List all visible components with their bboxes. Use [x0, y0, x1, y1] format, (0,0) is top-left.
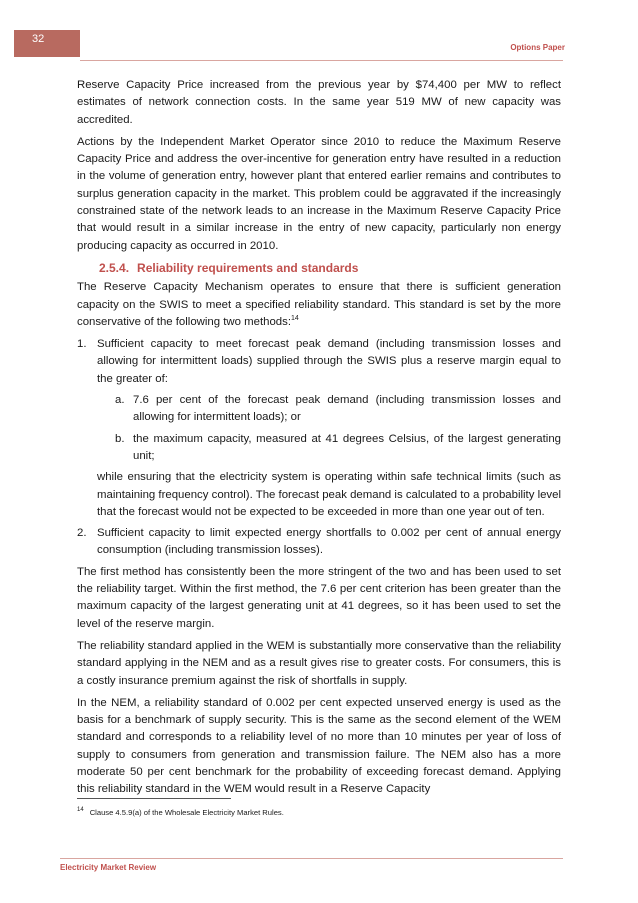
page-number: 32: [32, 33, 45, 45]
paragraph: In the NEM, a reliability standard of 0.002 per cent expected unserved energy is used as the basis for a benchmark of supply security. This is the same as the second element of the WEM standard and corresponds to a reliability level of no more than 10 minutes per year of loss of supply to consumers from generation and transmission failure. The NEM also has a more moderate 50 per cent benchmark for the probability of exceeding forecast demand. Applying this reliability standard in the WEM would result in a Reserve Capacity: [77, 696, 561, 796]
paragraph-text: The Reserve Capacity Mechanism operates to ensure that there is sufficient generation capacity on the SWIS to meet a specified reliability standard. This standard is set by the more conservative of the following two methods:: [77, 281, 561, 328]
footnote-reference: 14: [291, 315, 299, 323]
paragraph: Reserve Capacity Price increased from the previous year by $74,400 per MW to reflect estimates of network connection costs. In the same year 519 MW of new capacity was accredited.: [77, 79, 561, 126]
paragraph: [77, 279, 561, 331]
list-item: [77, 336, 561, 388]
list-item-text: 7.6 per cent of the forecast peak demand (including transmission losses and allowing for intermittent loads); or: [133, 394, 561, 424]
paragraph: The first method has consistently been the more stringent of the two and has been used to set the reliability target. Within the first method, the 7.6 per cent criterion has been greater than the maximum capacity of the largest generating unit at 41 degrees, so it has been used to set the level of the reserve margin.: [77, 565, 561, 630]
page-number-badge: [14, 30, 80, 57]
section-number: 2.5.4.: [99, 260, 130, 275]
footer-divider: [60, 858, 563, 859]
paragraph: The reliability standard applied in the WEM is substantially more conservative than the reliability standard applying in the NEM and as a result gives rise to greater costs. For consumers, this is a costly insurance premium against the risk of shortfalls in supply.: [77, 639, 561, 687]
sub-list-item: [77, 392, 561, 427]
list-marker: a.: [115, 394, 125, 407]
list-item-text: Sufficient capacity to meet forecast peak demand (including transmission losses and allowing for intermittent loads) supplied through the SWIS plus a reserve margin equal to the greater of:: [97, 338, 561, 385]
footnote: [77, 808, 284, 817]
list-marker: 1.: [77, 338, 87, 351]
list-item-text: the maximum capacity, measured at 41 degrees Celsius, of the largest generating unit;: [133, 432, 561, 462]
footnote-divider: [77, 798, 231, 799]
section-heading: [99, 260, 561, 277]
list-item-continuation: while ensuring that the electricity system is operating within safe technical limits (such as maintaining frequency control). The forecast peak demand is calculated to a probability level that the forecast would not be expected to be exceeded in more than one year out of ten.: [97, 471, 561, 518]
footnote-number: 14: [77, 807, 84, 814]
footer-title: Electricity Market Review: [60, 863, 157, 872]
list-marker: 2.: [77, 527, 87, 540]
sub-list-item: [77, 431, 561, 466]
list-item-text: Sufficient capacity to limit expected energy shortfalls to 0.002 per cent of annual energy consumption (including transmission losses).: [97, 527, 561, 557]
header-title: Options Paper: [510, 43, 565, 52]
list-item: [77, 525, 561, 560]
paragraph: Actions by the Independent Market Operator since 2010 to reduce the Maximum Reserve Capacity Price and address the over-incentive for generation entry have resulted in a reduction in the volume of generation entry, however plant that entered earlier remains and contributes to surplus generation capacity in the market. This problem could be aggravated if the increasingly constrained state of the network leads to an increase in the Maximum Reserve Capacity Price that would result in a similar increase in the entry of new capacity, particularly non energy producing capacity as occurred in 2010.: [77, 135, 561, 252]
list-marker: b.: [115, 432, 125, 445]
header-divider: [80, 60, 563, 61]
section-title: Reliability requirements and standards: [137, 260, 359, 275]
footnote-text: Clause 4.5.9(a) of the Wholesale Electricity Market Rules.: [89, 808, 284, 817]
page-body: [77, 77, 561, 804]
